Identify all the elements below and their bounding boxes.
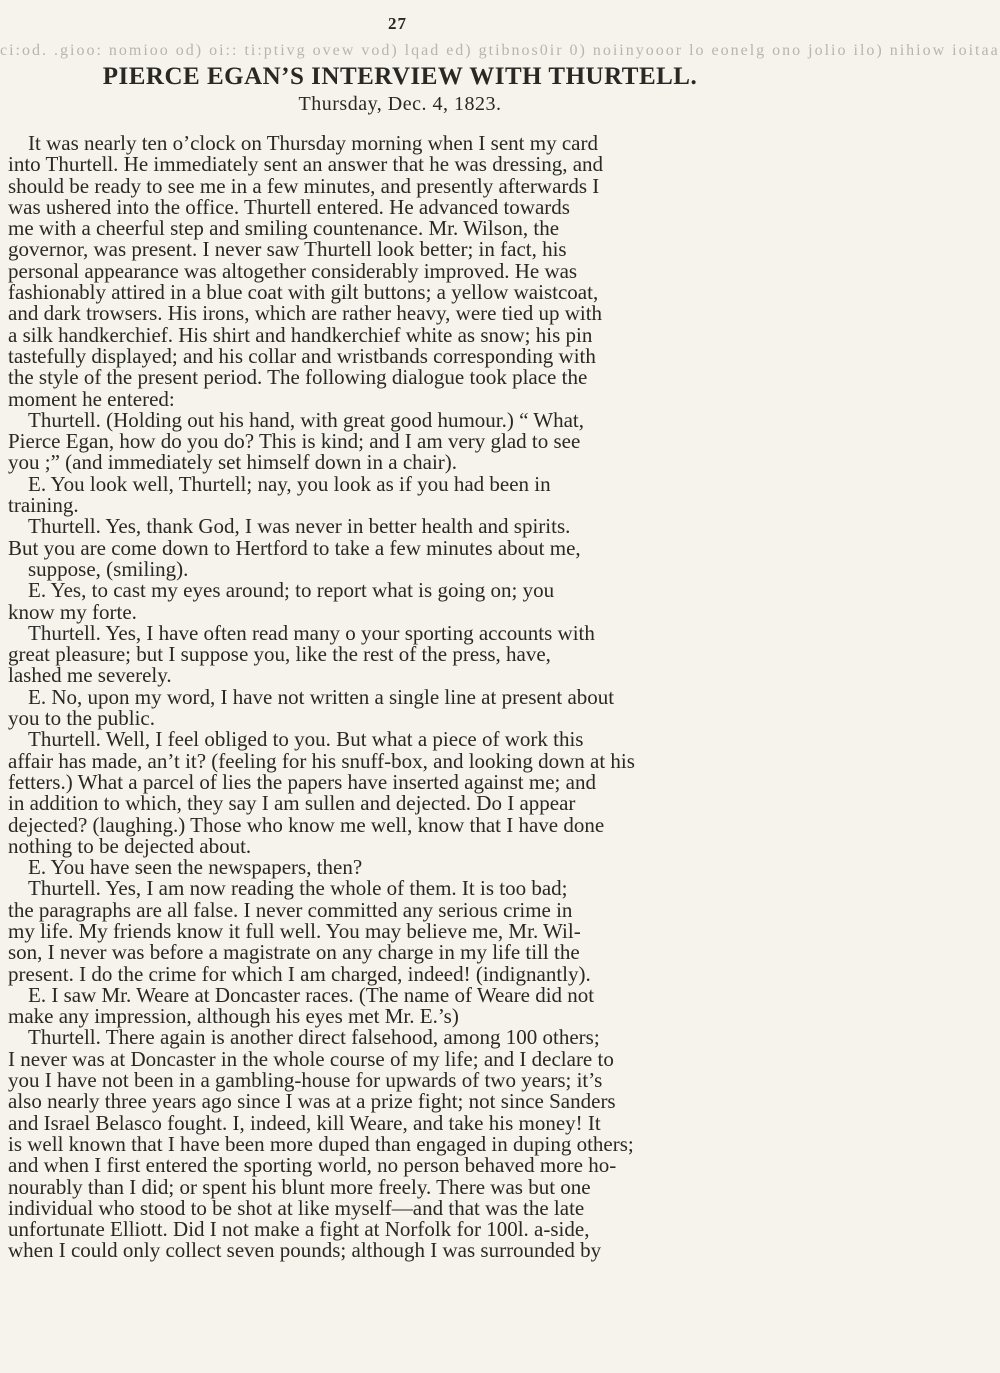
text-line: when I could only collect seven pounds; although I was surrounded by — [8, 1238, 602, 1263]
text-line: E. Yes, to cast my eyes around; to report what is going on; you — [28, 578, 555, 603]
text-line: Thurtell. (Holding out his hand, with great good humour.) “ What, — [28, 407, 585, 432]
text-line: into Thurtell. He immediately sent an answer that he was dressing, and — [8, 152, 604, 177]
text-line: you ;” (and immediately set himself down in a chair). — [8, 450, 458, 475]
text-line: in addition to which, they say I am sullen and dejected. Do I appear — [8, 791, 576, 816]
text-line: affair has made, an’t it? (feeling for his snuff-box, and looking down at his — [8, 748, 635, 773]
text-line: is well known that I have been more duped than engaged in duping others; — [8, 1131, 634, 1156]
text-line: moment he entered: — [8, 386, 175, 411]
text-line: I never was at Doncaster in the whole course of my life; and I declare to — [8, 1046, 614, 1071]
text-line: Thurtell. Yes, thank God, I was never in better health and spirits. — [28, 514, 571, 539]
text-line: E. You look well, Thurtell; nay, you look as if you had been in — [28, 471, 551, 496]
text-line: and dark trowsers. His irons, which are rather heavy, were tied up with — [8, 301, 603, 326]
text-line: Thurtell. Yes, I am now reading the whole of them. It is too bad; — [28, 876, 568, 901]
page-number: 27 — [388, 14, 407, 33]
article-body — [8, 133, 794, 1262]
text-line: Thurtell. There again is another direct falsehood, among 100 others; — [28, 1025, 600, 1050]
text-line: It was nearly ten o’clock on Thursday morning when I sent my card — [28, 131, 598, 155]
text-line: personal appearance was altogether considerably improved. He was — [8, 258, 578, 283]
text-line: training. — [8, 493, 79, 518]
text-line: Thurtell. Yes, I have often read many o your sporting accounts with — [28, 620, 595, 645]
text-line: E. I saw Mr. Weare at Doncaster races. (The name of Weare did not — [28, 982, 595, 1007]
text-line: unfortunate Elliott. Did I not make a fight at Norfolk for 100l. a-side, — [8, 1217, 590, 1242]
text-line: you I have not been in a gambling-house for upwards of two years; it’s — [8, 1068, 603, 1093]
text-line: me with a cheerful step and smiling countenance. Mr. Wilson, the — [8, 216, 560, 241]
text-line: was ushered into the office. Thurtell entered. He advanced towards — [8, 194, 570, 219]
text-line: Thurtell. Well, I feel obliged to you. But what a piece of work this — [28, 727, 584, 752]
text-line: nourably than I did; or spent his blunt more freely. There was but one — [8, 1174, 591, 1199]
text-line: present. I do the crime for which I am charged, indeed! (indignantly). — [8, 961, 591, 986]
bleed-through-text: ci:od. .gioo: nomioo od) oi:: ti:ptivg ovew vod) lqad ed) gtibnos0ir 0) noiinyooor lo eonelg ono jolio ilo) nihiow ioitaa — [0, 42, 1000, 59]
text-line: know my forte. — [8, 599, 137, 624]
text-line: dejected? (laughing.) Those who know me well, know that I have done — [8, 812, 605, 837]
text-line: nothing to be dejected about. — [8, 833, 252, 858]
text-line: make any impression, although his eyes met Mr. E.’s) — [8, 1004, 459, 1029]
text-line: should be ready to see me in a few minutes, and presently afterwards I — [8, 173, 600, 198]
text-line: E. You have seen the newspapers, then? — [28, 855, 363, 880]
text-line: son, I never was before a magistrate on any charge in my life till the — [8, 940, 580, 965]
text-line: and Israel Belasco fought. I, indeed, kill Weare, and take his money! It — [8, 1110, 601, 1135]
text-line: E. No, upon my word, I have not written a single line at present about — [28, 684, 615, 709]
text-line: Pierce Egan, how do you do? This is kind; and I am very glad to see — [8, 429, 581, 454]
text-line: fetters.) What a parcel of lies the papers have inserted against me; and — [8, 769, 596, 794]
text-line: and when I first entered the sporting world, no person behaved more ho- — [8, 1153, 617, 1178]
text-line: fashionably attired in a blue coat with gilt buttons; a yellow waistcoat, — [8, 280, 599, 305]
text-line: also nearly three years ago since I was at a prize fight; not since Sanders — [8, 1089, 616, 1114]
text-line: you to the public. — [8, 706, 155, 731]
text-line: individual who stood to be shot at like myself—and that was the late — [8, 1195, 585, 1220]
dateline: Thursday, Dec. 4, 1823. — [298, 93, 502, 115]
text-line: tastefully displayed; and his collar and wristbands corresponding with — [8, 343, 596, 368]
text-line: great pleasure; but I suppose you, like the rest of the press, have, — [8, 642, 551, 667]
article-title: PIERCE EGAN’S INTERVIEW WITH THURTELL. — [102, 63, 698, 90]
text-line: my life. My friends know it full well. You may believe me, Mr. Wil- — [8, 918, 581, 943]
text-line: a silk handkerchief. His shirt and handkerchief white as snow; his pin — [8, 322, 593, 347]
text-line: lashed me severely. — [8, 663, 172, 688]
text-line: governor, was present. I never saw Thurtell look better; in fact, his — [8, 237, 567, 262]
text-line: the style of the present period. The following dialogue took place the — [8, 365, 588, 390]
text-line: the paragraphs are all false. I never committed any serious crime in — [8, 897, 573, 922]
text-line: suppose, (smiling). — [28, 556, 189, 581]
text-line: But you are come down to Hertford to take a few minutes about me, — [8, 535, 581, 560]
